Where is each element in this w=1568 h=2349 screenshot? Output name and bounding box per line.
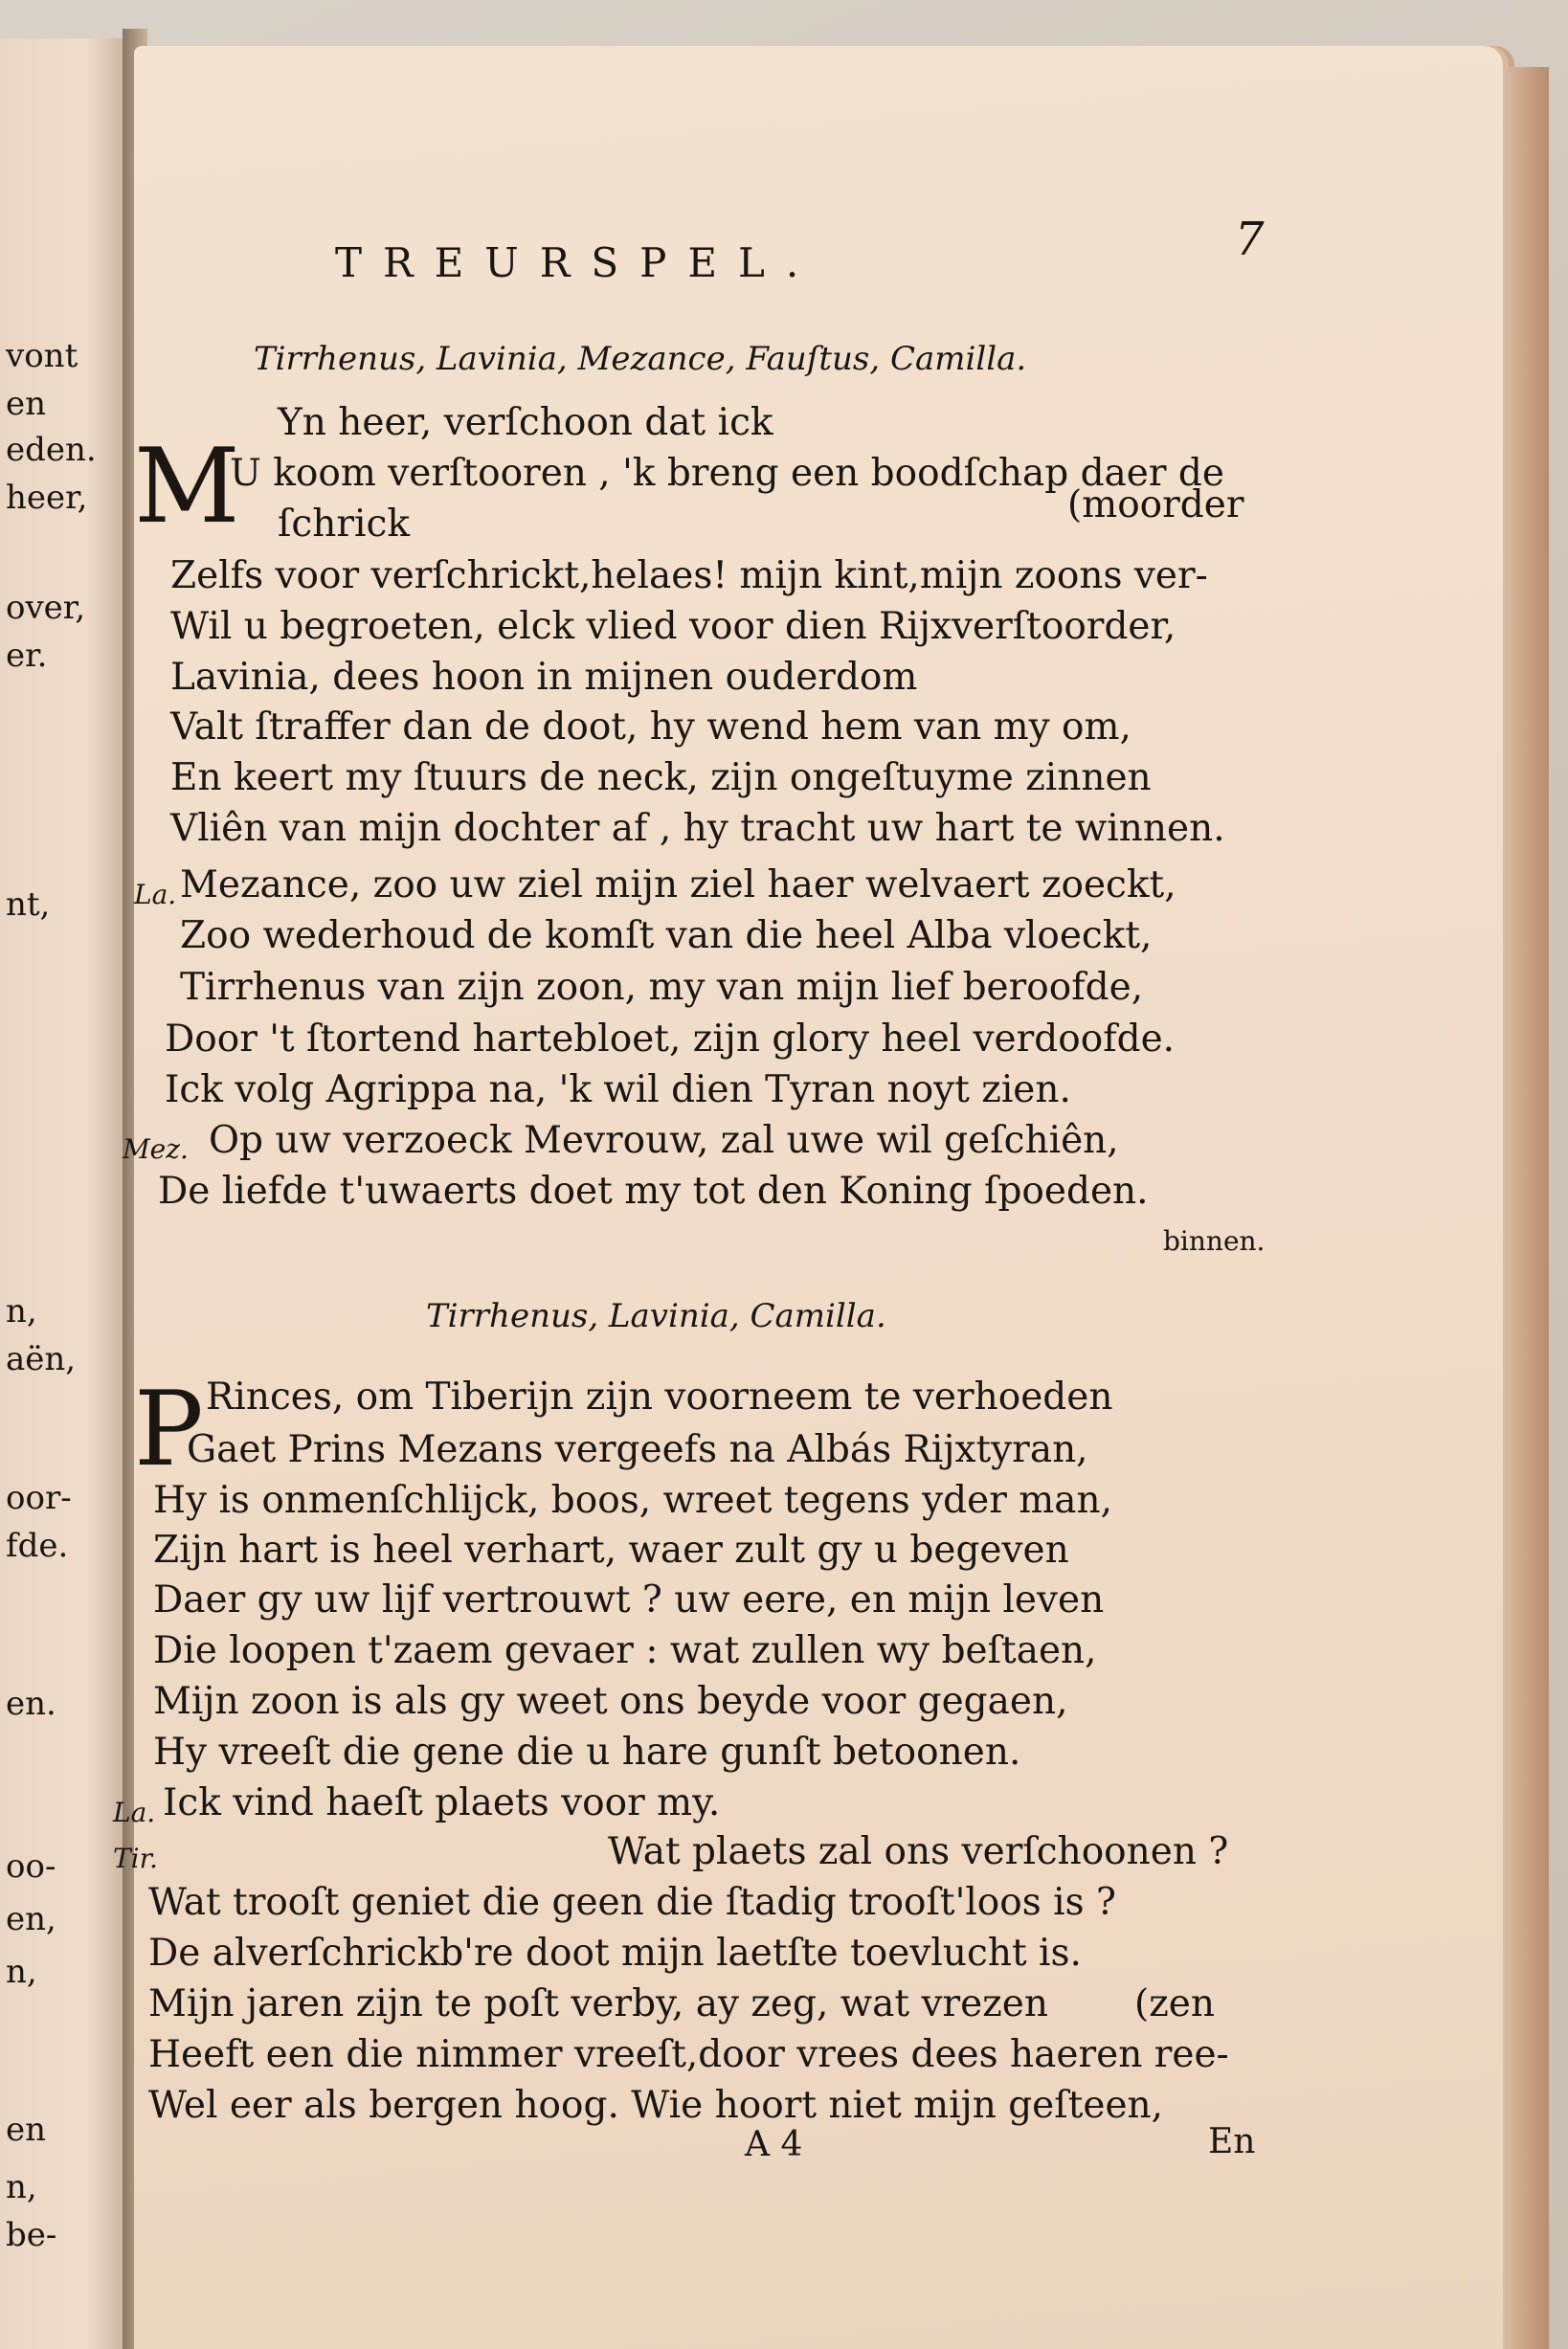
signature-mark: A 4 — [745, 2125, 803, 2164]
verse-line: Zoo wederhoud de komſt van die heel Alba vloeckt, — [180, 914, 1153, 957]
left-fragment: en — [6, 2111, 47, 2149]
verse-line: De liefde t'uwaerts doet my tot den Koning ſpoeden. — [158, 1170, 1149, 1213]
drop-capital: M — [134, 427, 240, 547]
verse-line: Vliên van mijn dochter af , hy tracht uw hart te winnen. — [170, 807, 1225, 850]
verse-line: En keert my ſtuurs de neck, zijn ongeſtuyme zinnen — [170, 756, 1152, 799]
speaker-label: La. — [113, 1797, 156, 1828]
left-fragment: n, — [6, 1953, 37, 1991]
verse-line: Wil u begroeten, elck vlied voor dien Rijxverſtoorder, — [170, 605, 1176, 648]
drop-capital: P — [134, 1370, 204, 1489]
left-fragment: over, — [6, 589, 86, 627]
verse-line: Ick vind haeſt plaets voor my. — [163, 1781, 721, 1824]
verse-line: Lavinia, dees hoon in mijnen ouderdom — [170, 656, 918, 699]
left-fragment: oo- — [6, 1847, 56, 1886]
left-fragment: er. — [6, 637, 48, 675]
verse-line: Daer gy uw lijf vertrouwt ? uw eere, en mijn leven — [153, 1578, 1105, 1622]
verse-line: Mijn jaren zijn te poſt verby, ay zeg, wat vrezen — [148, 1982, 1048, 2025]
verse-line: Valt ſtraffer dan de doot, hy wend hem van my om, — [170, 705, 1131, 749]
verse-line: Wat plaets zal ons verſchoonen ? — [608, 1830, 1229, 1873]
verse-line: Op uw verzoeck Mevrouw, zal uwe wil geſchiên, — [209, 1119, 1119, 1162]
turnover-line: (zen — [1134, 1982, 1215, 2025]
verse-line: De alverſchrickb're doot mijn laetſte toevlucht is. — [148, 1932, 1082, 1975]
scene-cast-list: Tirrhenus, Lavinia, Mezance, Fauſtus, Camilla. — [254, 340, 1027, 378]
speaker-label: Mez. — [123, 1133, 189, 1165]
catchword: En — [1208, 2122, 1256, 2161]
left-fragment: oor- — [6, 1479, 72, 1517]
verse-line: Tirrhenus van zijn zoon, my van mijn lief beroofde, — [180, 966, 1144, 1009]
left-fragment: en. — [6, 1685, 56, 1723]
left-fragment: en, — [6, 1900, 56, 1938]
left-fragment: n, — [6, 2168, 37, 2206]
left-fragment: heer, — [6, 479, 88, 517]
verse-line: Die loopen t'zaem gevaer : wat zullen wy beſtaen, — [153, 1629, 1097, 1672]
running-head: TREURSPEL. — [335, 239, 820, 286]
verse-line: Wat trooſt geniet die geen die ſtadig trooſt'loos is ? — [148, 1881, 1116, 1924]
turnover-line: (moorder — [1067, 483, 1244, 526]
verse-line: Ick volg Agrippa na, 'k wil dien Tyran noyt zien. — [165, 1068, 1071, 1111]
stage-direction: binnen. — [1163, 1225, 1266, 1257]
left-fragment: eden. — [6, 431, 97, 469]
left-fragment: en — [6, 385, 47, 423]
left-fragment: aën, — [6, 1340, 77, 1378]
verse-line: Heeft een die nimmer vreeſt,door vrees dees haeren ree- — [148, 2033, 1229, 2076]
verse-line: Door 't ſtortend hartebloet, zijn glory heel verdoofde. — [165, 1018, 1176, 1061]
verse-line: Zelfs voor verſchrickt,helaes! mijn kint,mijn zoons ver- — [170, 554, 1208, 597]
verse-line: Gaet Prins Mezans vergeefs na Albás Rijxtyran, — [187, 1428, 1088, 1471]
page-edges — [1503, 67, 1549, 2349]
speaker-label: Tir. — [113, 1843, 158, 1874]
verse-line: Hy is onmenſchlijck, boos, wreet tegens yder man, — [153, 1479, 1112, 1522]
left-fragment: vont — [6, 337, 78, 375]
verse-line: U koom verſtooren , 'k breng een boodſchap daer de — [230, 452, 1224, 495]
verse-line: ſchrick — [278, 503, 410, 546]
verse-line: Mezance, zoo uw ziel mijn ziel haer welvaert zoeckt, — [180, 863, 1176, 906]
scene-cast-list: Tirrhenus, Lavinia, Camilla. — [426, 1297, 886, 1335]
verse-line: Rinces, om Tiberijn zijn voorneem te verhoeden — [206, 1376, 1113, 1419]
left-fragment: n, — [6, 1292, 37, 1331]
left-fragment: be- — [6, 2216, 57, 2254]
verse-line: Mijn zoon is als gy weet ons beyde voor gegaen, — [153, 1680, 1068, 1723]
verse-line: Wel eer als bergen hoog. Wie hoort niet mijn geſteen, — [148, 2084, 1164, 2127]
speaker-label: La. — [134, 879, 177, 910]
page-number: 7 — [1235, 213, 1265, 266]
left-facing-page — [0, 38, 125, 2349]
left-fragment: fde. — [6, 1527, 69, 1565]
left-fragment: nt, — [6, 885, 51, 924]
verse-line: Hy vreeſt die gene die u hare gunſt betoonen. — [153, 1731, 1021, 1774]
verse-line: Zijn hart is heel verhart, waer zult gy u begeven — [153, 1529, 1069, 1572]
verse-line: Yn heer, verſchoon dat ick — [278, 401, 773, 444]
